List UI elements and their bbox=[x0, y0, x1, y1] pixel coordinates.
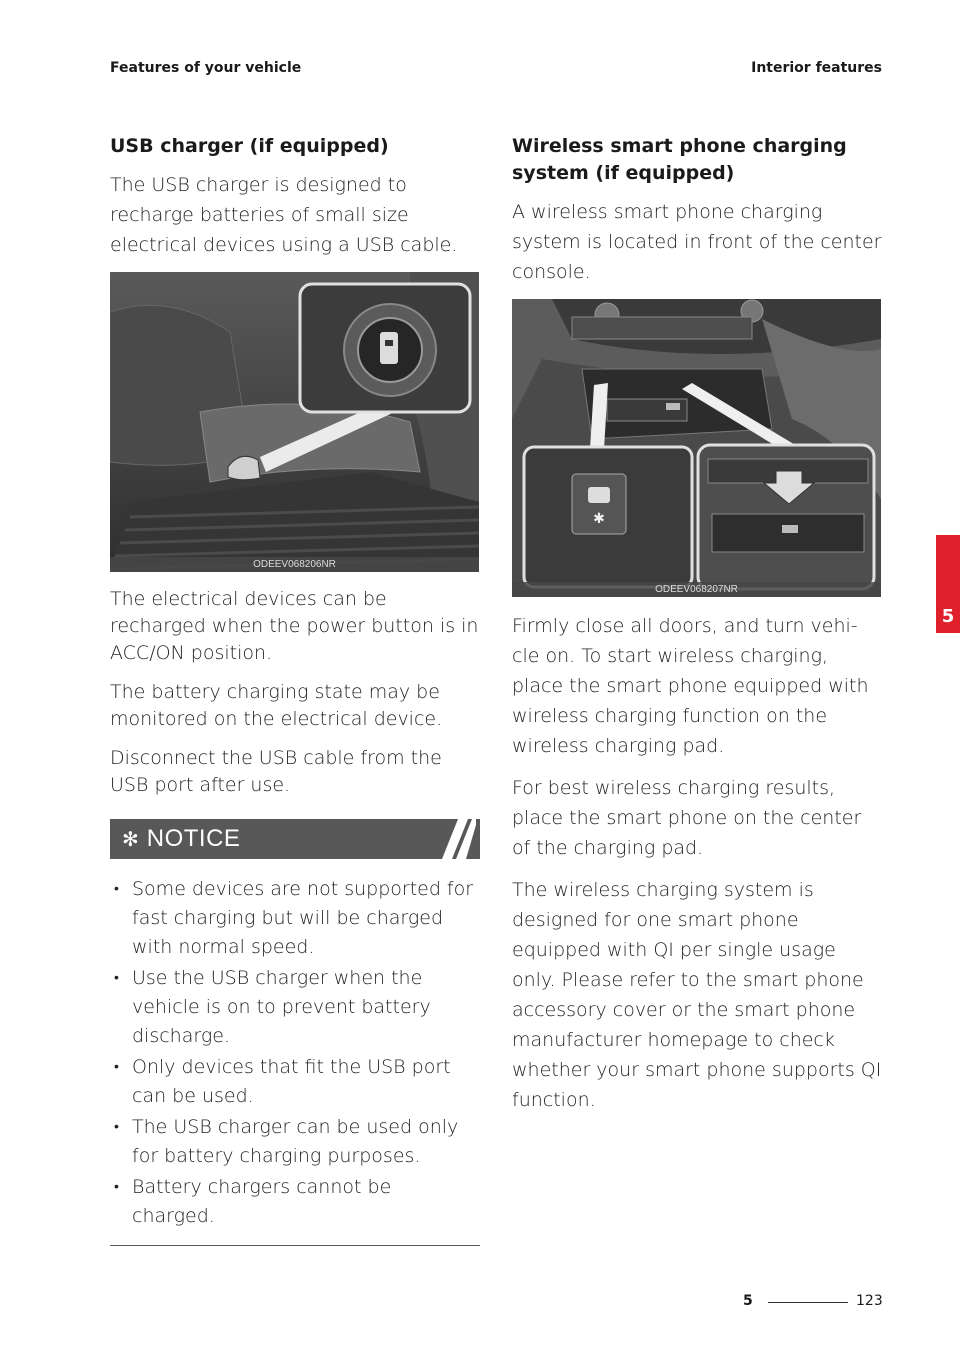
list-item: • Only devices that fit the USB port can be used. bbox=[110, 1053, 480, 1111]
wireless-charger-illustration bbox=[512, 299, 881, 597]
usb-paragraph-2: The battery charging state may be monitored on the electrical device. bbox=[110, 681, 443, 730]
chapter-tab bbox=[936, 535, 960, 633]
list-item: • The USB charger can be used only for battery charging purposes. bbox=[110, 1113, 480, 1171]
usb-paragraph-1: The electrical devices can be recharged when the power button is in ACC/ON position. bbox=[110, 588, 479, 664]
notice-list bbox=[110, 875, 480, 1231]
figure-code: ODEEV068206NR bbox=[110, 557, 479, 572]
wireless-paragraph-2: For best wireless charging results, place the smart phone on the center of the charging pad. bbox=[512, 777, 862, 859]
usb-intro: The USB charger is designed to recharge batteries of small size electrical devices using a USB cable. bbox=[110, 174, 458, 256]
wireless-intro: A wireless smart phone charging system is located in front of the center console. bbox=[512, 201, 882, 283]
usb-heading: USB charger (if equipped) bbox=[110, 135, 389, 157]
usb-charger-illustration bbox=[110, 272, 479, 572]
list-item: • Use the USB charger when the vehicle is on to prevent battery discharge. bbox=[110, 964, 480, 1051]
chapter-tab-number: 5 bbox=[941, 606, 955, 627]
list-item: • Battery chargers cannot be charged. bbox=[110, 1173, 480, 1231]
notice-title: NOTICE bbox=[146, 825, 241, 852]
footer-section-number: 5 bbox=[743, 1293, 753, 1309]
right-column bbox=[512, 133, 882, 1127]
wireless-charger-figure bbox=[512, 299, 881, 597]
wireless-paragraph-3: The wireless charging system is designed for one smart phone equipped with QI per single usage only. Please refer to the smart phone accessory cover or the smart phone manufacturer homepage to check whether your smart phone supports QI function. bbox=[512, 879, 882, 1111]
asterisk-icon: ✻ bbox=[122, 827, 139, 851]
running-header-right: Interior features bbox=[751, 60, 882, 76]
svg-text:✱: ✱ bbox=[593, 511, 605, 527]
left-column bbox=[110, 133, 480, 1246]
footer-page-number: 123 bbox=[856, 1293, 883, 1309]
wireless-heading: Wireless smart phone charging system (if equipped) bbox=[512, 135, 847, 184]
list-item: • Some devices are not supported for fast charging but will be charged with normal speed. bbox=[110, 875, 480, 962]
notice-divider bbox=[110, 1245, 480, 1246]
footer-divider bbox=[768, 1302, 848, 1303]
notice-banner bbox=[110, 819, 480, 859]
usb-charger-figure bbox=[110, 272, 479, 572]
figure-code: ODEEV068207NR bbox=[512, 582, 881, 597]
wireless-paragraph-1: Firmly close all doors, and turn vehi-cle on. To start wireless charging, place the smart phone equipped with wireless charging function on the wireless charging pad. bbox=[512, 615, 869, 757]
slash-stripes-icon bbox=[428, 819, 476, 859]
usb-paragraph-3: Disconnect the USB cable from the USB port after use. bbox=[110, 747, 442, 796]
running-header-left: Features of your vehicle bbox=[110, 60, 302, 76]
